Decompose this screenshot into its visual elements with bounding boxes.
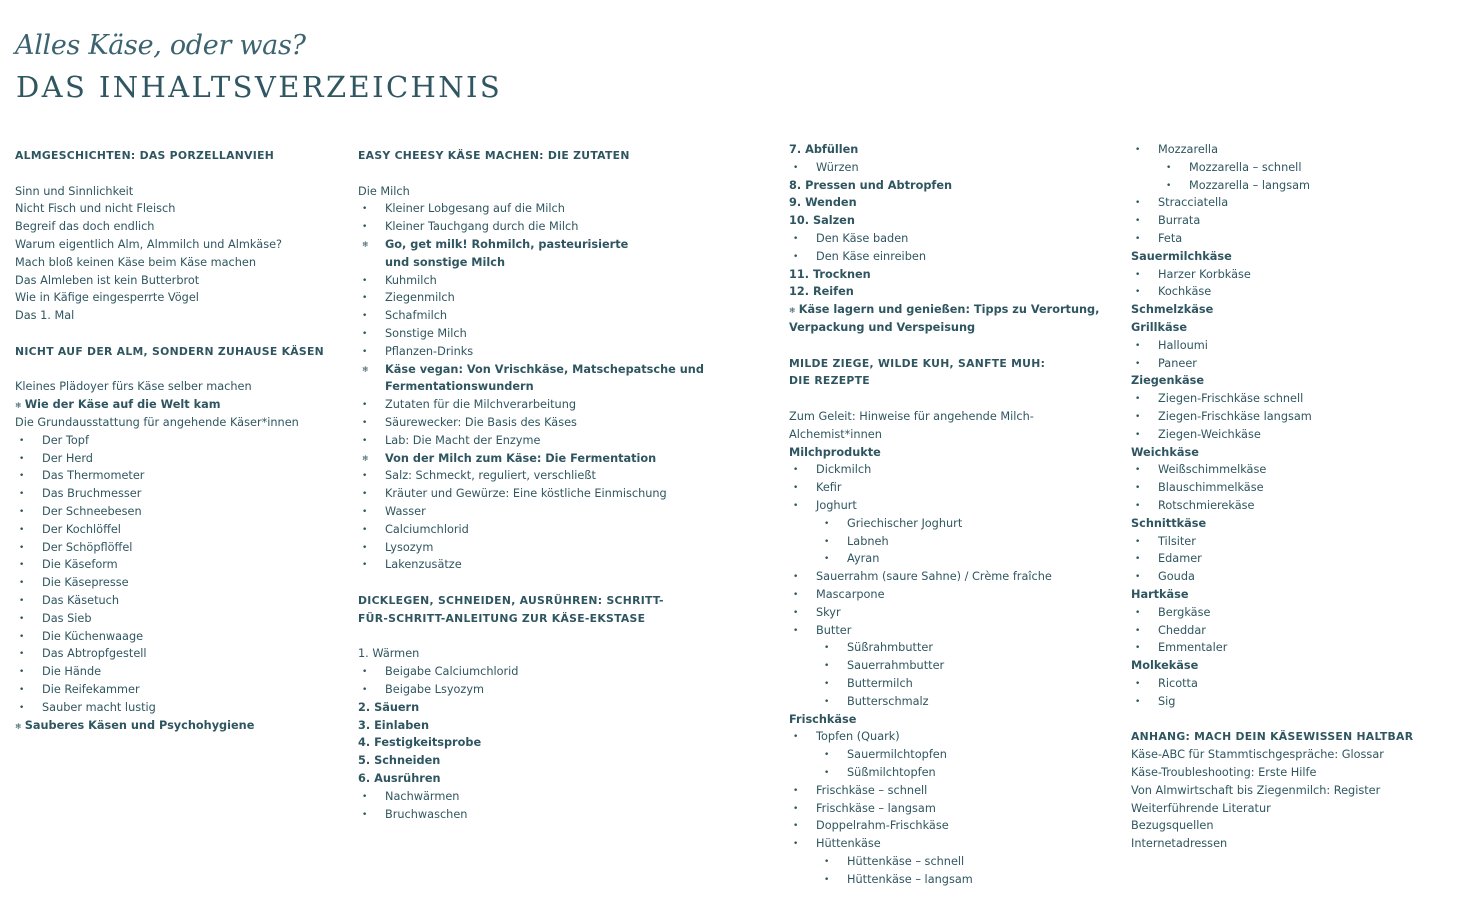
entry-label: Die Grundausstattung für angehende Käser*innen: [15, 416, 299, 429]
entry-label: NICHT AUF DER ALM, SONDERN ZUHAUSE KÄSEN: [15, 344, 324, 358]
bullet-icon: •: [824, 661, 830, 672]
section-heading: [789, 355, 1045, 373]
entry-label: ALMGESCHICHTEN: DAS PORZELLANVIEH: [15, 149, 275, 162]
entry-label: 1. Wärmen: [358, 647, 420, 661]
entry-label: Zutaten für die Milchverarbeitung: [385, 398, 577, 412]
entry-label: Feta: [1158, 232, 1183, 245]
entry-label: MILDE ZIEGE, WILDE KUH, SANFTE MUH:: [789, 356, 1046, 370]
entry-label: Der Schöpflöffel: [42, 540, 133, 554]
entry-label: Fermentationswundern: [385, 380, 534, 394]
snowflake-icon: ❄: [362, 364, 369, 374]
entry-label: Paneer: [1158, 356, 1197, 370]
entry-label: Die Küchenwaage: [42, 629, 144, 643]
toc-entry: [1131, 301, 1213, 319]
entry-label: Ricotta: [1158, 677, 1198, 690]
bullet-icon: •: [793, 839, 799, 850]
entry-label: Ayran: [847, 552, 880, 566]
entry-label: Frischkäse – langsam: [816, 801, 936, 815]
toc-entry: [1131, 817, 1214, 835]
bullet-icon: •: [362, 329, 368, 339]
entry-label: Frischkäse: [789, 712, 857, 726]
entry-label: Bezugsquellen: [1131, 819, 1214, 833]
entry-label: Kochkäse: [1158, 285, 1212, 299]
snowflake-icon: ❄: [362, 453, 369, 463]
toc-entry: [15, 717, 254, 735]
section-heading: [15, 343, 324, 361]
entry-label: Der Herd: [42, 451, 93, 465]
entry-label: Käse lagern und genießen: Tipps zu Verortung,: [798, 303, 1100, 317]
bullet-icon: •: [362, 346, 368, 357]
entry-label: Beigabe Lsyozym: [385, 683, 485, 696]
toc-entry: [358, 645, 419, 663]
bullet-icon: •: [793, 572, 799, 583]
toc-entry: [15, 307, 74, 325]
toc-entry: [15, 414, 299, 432]
bullet-icon: •: [19, 453, 25, 464]
bullet-icon: •: [362, 685, 368, 695]
bullet-icon: •: [824, 536, 830, 547]
entry-label: Weiterführende Literatur: [1131, 801, 1271, 815]
entry-label: Gouda: [1158, 570, 1195, 584]
entry-label: Mozzarella: [1158, 143, 1218, 156]
toc-entry: [1131, 800, 1271, 818]
snowflake-icon: ❄: [15, 721, 22, 731]
bullet-icon: •: [824, 874, 830, 885]
snowflake-icon: ❄: [362, 240, 369, 249]
entry-label: Internetadressen: [1131, 837, 1228, 851]
toc-entry: [789, 319, 975, 337]
entry-label: Käse-ABC für Stammtischgespräche: Glossar: [1131, 748, 1384, 762]
entry-label: Sonstige Milch: [385, 327, 467, 340]
entry-label: Cheddar: [1158, 623, 1206, 637]
bullet-icon: •: [824, 768, 830, 778]
section-heading: [15, 147, 274, 165]
toc-entry: [789, 194, 857, 212]
entry-label: Beigabe Calciumchlorid: [385, 665, 519, 679]
entry-label: Go, get milk! Rohmilch, pasteurisierte: [385, 238, 629, 251]
entry-label: Käse vegan: Von Vrischkäse, Matschepatsche und: [385, 362, 704, 376]
entry-label: Edamer: [1158, 552, 1202, 566]
entry-label: Burrata: [1158, 214, 1201, 228]
bullet-icon: •: [824, 750, 830, 761]
entry-label: Kefir: [816, 481, 842, 495]
entry-label: Die Milch: [358, 184, 410, 198]
entry-label: Hüttenkäse – langsam: [847, 872, 973, 886]
bullet-icon: •: [793, 625, 799, 636]
toc-entry: [1131, 444, 1199, 462]
bullet-icon: •: [362, 524, 368, 535]
entry-label: Von der Milch zum Käse: Die Fermentation: [385, 451, 657, 465]
entry-label: Verpackung und Verspeisung: [789, 321, 976, 334]
entry-label: ANHANG: MACH DEIN KÄSEWISSEN HALTBAR: [1131, 730, 1414, 744]
toc-entry: [789, 266, 871, 284]
toc-entry: [15, 378, 252, 396]
bullet-icon: •: [1135, 554, 1141, 565]
entry-label: Das Almleben ist kein Butterbrot: [15, 273, 200, 287]
bullet-icon: •: [1135, 536, 1141, 547]
toc-entry: [358, 717, 429, 735]
toc-entry: [15, 272, 199, 290]
bullet-icon: •: [362, 293, 368, 304]
entry-label: Rotschmierekäse: [1158, 499, 1255, 512]
bullet-icon: •: [1135, 198, 1141, 209]
bullet-icon: •: [1135, 234, 1141, 244]
toc-entry: [15, 396, 220, 414]
bullet-icon: •: [1135, 572, 1141, 583]
entry-label: Calciumchlorid: [385, 522, 469, 536]
entry-label: Von Almwirtschaft bis Ziegenmilch: Register: [1131, 783, 1381, 797]
entry-label: Das 1. Mal: [15, 309, 75, 323]
entry-label: Salz: Schmeckt, reguliert, verschließt: [385, 469, 596, 483]
entry-label: Süßrahmbutter: [847, 641, 933, 655]
section-heading: [789, 372, 870, 390]
toc-entry: [15, 254, 256, 272]
bullet-icon: •: [824, 679, 830, 689]
toc-entry: [789, 426, 882, 444]
entry-label: FÜR-SCHRITT-ANLEITUNG ZUR KÄSE-EKSTASE: [358, 611, 646, 625]
toc-entry: [358, 752, 440, 770]
entry-label: 11. Trocknen: [789, 267, 871, 281]
entry-label: Sig: [1158, 694, 1176, 708]
bullet-icon: •: [19, 631, 25, 642]
entry-label: Kleines Plädoyer fürs Käse selber machen: [15, 380, 252, 394]
entry-label: Ziegen-Weichkäse: [1158, 427, 1261, 441]
entry-label: Joghurt: [816, 499, 857, 512]
entry-label: 4. Festigkeitsprobe: [358, 736, 482, 750]
bullet-icon: •: [362, 435, 368, 446]
toc-entry: [1131, 248, 1232, 266]
toc-entry: [1131, 657, 1198, 675]
bullet-icon: •: [824, 554, 830, 565]
entry-label: Weichkäse: [1131, 445, 1199, 459]
entry-label: Mozzarella – langsam: [1189, 178, 1311, 192]
entry-label: Hüttenkäse – schnell: [847, 855, 965, 868]
entry-label: 9. Wenden: [789, 196, 857, 210]
toc-entry: [15, 218, 154, 236]
entry-label: Das Abtropfgestell: [42, 647, 147, 661]
bullet-icon: •: [824, 518, 830, 529]
bullet-icon: •: [362, 418, 368, 428]
toc-entry: [1131, 372, 1204, 390]
entry-label: Die Reifekammer: [42, 683, 140, 696]
entry-label: Bergkäse: [1158, 605, 1211, 619]
toc-entry: [358, 734, 481, 752]
bullet-icon: •: [1135, 216, 1141, 227]
toc-entry: [1131, 764, 1316, 782]
bullet-icon: •: [19, 649, 25, 660]
entry-label: Die Hände: [42, 665, 102, 679]
entry-label: Hartkäse: [1131, 588, 1189, 601]
bullet-icon: •: [793, 607, 799, 618]
entry-label: Ziegen-Frischkäse langsam: [1158, 410, 1312, 423]
book-subtitle: Alles Käse, oder was?: [15, 30, 306, 61]
entry-label: Die Käsepresse: [42, 576, 129, 590]
bullet-icon: •: [1135, 465, 1141, 476]
bullet-icon: •: [362, 809, 368, 820]
entry-label: Wie in Käfige eingesperrte Vögel: [15, 291, 199, 305]
bullet-icon: •: [362, 667, 368, 678]
entry-label: Sauermilchtopfen: [847, 748, 947, 762]
bullet-icon: •: [19, 667, 25, 678]
entry-label: Ziegen-Frischkäse schnell: [1158, 392, 1304, 406]
bullet-icon: •: [362, 222, 368, 233]
toc-entry: [15, 200, 175, 218]
entry-label: Der Schneebesen: [42, 505, 142, 518]
bullet-icon: •: [793, 483, 799, 494]
bullet-icon: •: [19, 524, 25, 535]
bullet-icon: •: [362, 204, 368, 215]
bullet-icon: •: [793, 501, 799, 511]
toc-entry: [15, 236, 282, 254]
toc-entry: [1131, 835, 1227, 853]
entry-label: Mascarpone: [816, 588, 885, 601]
entry-label: Das Bruchmesser: [42, 487, 142, 501]
entry-label: Lab: Die Macht der Enzyme: [385, 433, 541, 447]
bullet-icon: •: [824, 857, 830, 867]
entry-label: Stracciatella: [1158, 196, 1229, 210]
entry-label: Emmentaler: [1158, 641, 1228, 655]
section-heading: [358, 610, 645, 628]
bullet-icon: •: [1135, 412, 1141, 422]
section-heading: [358, 592, 664, 610]
bullet-icon: •: [1135, 269, 1141, 280]
bullet-icon: •: [1135, 340, 1141, 351]
entry-label: Lysozym: [385, 540, 434, 554]
entry-label: Doppelrahm-Frischkäse: [816, 819, 949, 833]
entry-label: Der Topf: [42, 433, 89, 447]
entry-label: Kuhmilch: [385, 273, 437, 287]
toc-entry: [789, 301, 1099, 319]
entry-label: 2. Säuern: [358, 700, 420, 714]
entry-label: Süßmilchtopfen: [847, 766, 936, 779]
bullet-icon: •: [19, 507, 25, 517]
toc-entry: [789, 444, 881, 462]
toc-entry: [1131, 515, 1206, 533]
bullet-icon: •: [19, 613, 25, 624]
toc-entry: [1131, 746, 1384, 764]
entry-label: 12. Reifen: [789, 285, 854, 299]
bullet-icon: •: [1135, 643, 1141, 654]
entry-label: Halloumi: [1158, 338, 1208, 352]
bullet-icon: •: [362, 400, 368, 411]
entry-label: Milchprodukte: [789, 445, 881, 459]
entry-label: Schmelzkäse: [1131, 303, 1214, 317]
snowflake-icon: ❄: [789, 306, 796, 316]
entry-label: Blauschimmelkäse: [1158, 481, 1264, 495]
entry-label: 7. Abfüllen: [789, 143, 859, 156]
entry-label: Ziegenkäse: [1131, 374, 1205, 388]
bullet-icon: •: [793, 732, 799, 743]
entry-label: Schnittkäse: [1131, 516, 1207, 530]
bullet-icon: •: [824, 696, 830, 707]
toc-entry: [789, 141, 858, 159]
toc-entry: [15, 183, 133, 201]
entry-label: Grillkäse: [1131, 321, 1187, 334]
bullet-icon: •: [19, 685, 25, 695]
bullet-icon: •: [1135, 287, 1141, 298]
entry-label: Sauberes Käsen und Psychohygiene: [24, 718, 255, 732]
section-heading: [358, 147, 630, 165]
entry-label: Skyr: [816, 605, 841, 619]
entry-label: Frischkäse – schnell: [816, 783, 928, 797]
entry-label: Sauermilchkäse: [1131, 249, 1232, 263]
bullet-icon: •: [793, 803, 799, 814]
entry-label: Butter: [816, 623, 852, 637]
bullet-icon: •: [1135, 625, 1141, 636]
entry-label: Der Kochlöffel: [42, 522, 121, 536]
entry-label: DICKLEGEN, SCHNEIDEN, AUSRÜHREN: SCHRITT-: [358, 594, 664, 607]
bullet-icon: •: [793, 162, 799, 173]
entry-label: und sonstige Milch: [385, 255, 506, 269]
bullet-icon: •: [362, 507, 368, 517]
entry-label: Harzer Korbkäse: [1158, 267, 1251, 281]
toc-entry: [789, 177, 952, 195]
entry-label: Säurewecker: Die Basis des Käses: [385, 416, 577, 429]
entry-label: Labneh: [847, 534, 889, 548]
bullet-icon: •: [362, 311, 368, 322]
bullet-icon: •: [362, 791, 368, 802]
entry-label: Wie der Käse auf die Welt kam: [24, 398, 221, 412]
entry-label: Bruchwaschen: [385, 807, 468, 821]
entry-label: Mozzarella – schnell: [1189, 160, 1302, 174]
snowflake-icon: ❄: [15, 401, 22, 411]
toc-entry: [358, 699, 419, 717]
bullet-icon: •: [1135, 607, 1141, 618]
entry-label: Warum eigentlich Alm, Almmilch und Almkäse?: [15, 238, 283, 251]
bullet-icon: •: [1135, 696, 1141, 707]
entry-label: Den Käse einreiben: [816, 249, 926, 263]
bullet-icon: •: [793, 251, 799, 262]
bullet-icon: •: [362, 560, 368, 571]
entry-label: Alchemist*innen: [789, 427, 882, 441]
entry-label: Kräuter und Gewürze: Eine köstliche Einmischung: [385, 487, 667, 501]
entry-label: Die Käseform: [42, 558, 118, 572]
entry-label: Sauerrahm (saure Sahne) / Crème fraîche: [816, 570, 1052, 584]
entry-label: 5. Schneiden: [358, 754, 441, 768]
toc-entry: [789, 711, 856, 729]
toc-entry: [1131, 782, 1380, 800]
entry-label: Topfen (Quark): [816, 730, 900, 744]
entry-label: Buttermilch: [847, 677, 913, 690]
entry-label: Mach bloß keinen Käse beim Käse machen: [15, 255, 257, 269]
toc-entry: [1131, 319, 1187, 337]
bullet-icon: •: [362, 489, 368, 500]
bullet-icon: •: [362, 471, 368, 482]
entry-label: Begreif das doch endlich: [15, 220, 155, 234]
entry-label: Käse-Troubleshooting: Erste Hilfe: [1131, 766, 1317, 779]
toc-entry: [358, 183, 410, 201]
toc-entry: [358, 770, 441, 788]
entry-label: Ziegenmilch: [385, 291, 455, 305]
bullet-icon: •: [1166, 180, 1172, 191]
toc-entry: [1131, 586, 1189, 604]
entry-label: Nicht Fisch und nicht Fleisch: [15, 202, 176, 216]
bullet-icon: •: [1135, 679, 1141, 689]
bullet-icon: •: [1135, 501, 1141, 511]
entry-label: Würzen: [816, 160, 859, 174]
bullet-icon: •: [1166, 162, 1172, 173]
bullet-icon: •: [19, 702, 25, 713]
bullet-icon: •: [1135, 429, 1141, 440]
entry-label: DIE REZEPTE: [789, 374, 870, 388]
entry-label: Lakenzusätze: [385, 558, 462, 572]
bullet-icon: •: [1135, 483, 1141, 494]
bullet-icon: •: [19, 596, 25, 606]
entry-label: Wasser: [385, 505, 426, 518]
entry-label: Das Käsetuch: [42, 594, 120, 607]
bullet-icon: •: [362, 275, 368, 286]
bullet-icon: •: [824, 643, 830, 654]
entry-label: Sauber macht lustig: [42, 700, 156, 714]
entry-label: Griechischer Joghurt: [847, 516, 963, 530]
entry-label: Das Sieb: [42, 611, 92, 625]
bullet-icon: •: [19, 471, 25, 482]
entry-label: 10. Salzen: [789, 214, 855, 228]
bullet-icon: •: [19, 489, 25, 500]
entry-label: 8. Pressen und Abtropfen: [789, 178, 953, 192]
bullet-icon: •: [19, 435, 25, 446]
bullet-icon: •: [793, 465, 799, 476]
bullet-icon: •: [1135, 358, 1141, 369]
entry-label: Das Thermometer: [42, 469, 145, 483]
entry-label: Hüttenkäse: [816, 837, 881, 851]
toc-entry: [15, 289, 199, 307]
section-heading: [1131, 728, 1413, 746]
entry-label: EASY CHEESY KÄSE MACHEN: DIE ZUTATEN: [358, 149, 630, 162]
entry-label: Tilsiter: [1158, 534, 1196, 548]
entry-label: Schafmilch: [385, 309, 448, 323]
bullet-icon: •: [1135, 394, 1141, 405]
entry-label: Nachwärmen: [385, 789, 460, 803]
entry-label: Butterschmalz: [847, 694, 929, 708]
entry-label: Kleiner Tauchgang durch die Milch: [385, 220, 579, 234]
toc-entry: [789, 283, 854, 301]
entry-label: Zum Geleit: Hinweise für angehende Milch-: [789, 410, 1034, 423]
entry-label: Sinn und Sinnlichkeit: [15, 184, 134, 198]
bullet-icon: •: [19, 578, 25, 589]
bullet-icon: •: [19, 542, 25, 553]
page-title: DAS INHALTSVERZEICHNIS: [16, 70, 503, 104]
bullet-icon: •: [793, 821, 799, 832]
entry-label: Molkekäse: [1131, 659, 1199, 673]
entry-label: Kleiner Lobgesang auf die Milch: [385, 202, 565, 216]
bullet-icon: •: [793, 785, 799, 796]
bullet-icon: •: [19, 560, 25, 571]
bullet-icon: •: [362, 542, 368, 553]
entry-label: Pflanzen-Drinks: [385, 344, 474, 358]
entry-label: Weißschimmelkäse: [1158, 463, 1267, 477]
bullet-icon: •: [793, 590, 799, 600]
toc-entry: [789, 212, 855, 230]
bullet-icon: •: [793, 234, 799, 244]
entry-label: Sauerrahmbutter: [847, 659, 945, 673]
bullet-icon: •: [1135, 145, 1141, 155]
entry-label: 6. Ausrühren: [358, 772, 441, 785]
entry-label: 3. Einlaben: [358, 718, 430, 732]
toc-entry: [789, 408, 1034, 426]
entry-label: Den Käse baden: [816, 232, 909, 245]
entry-label: Dickmilch: [816, 463, 872, 477]
